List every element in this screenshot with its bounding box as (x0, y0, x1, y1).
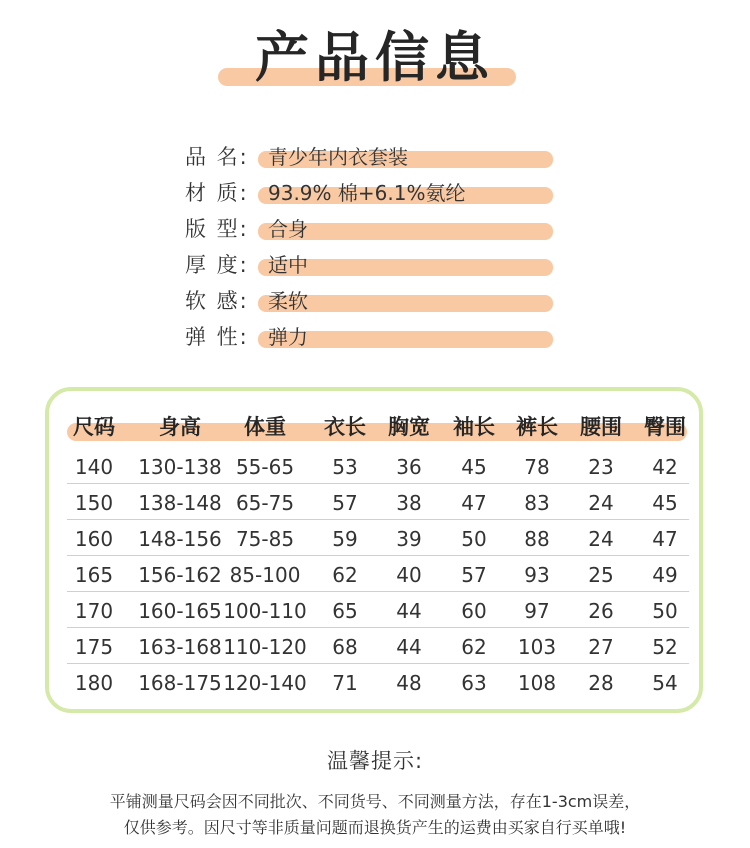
table-cell: 52 (652, 635, 678, 659)
row-divider (67, 555, 689, 556)
table-cell: 150 (74, 491, 114, 515)
info-row-elasticity (0, 322, 750, 352)
table-cell: 50 (461, 527, 487, 551)
info-label: 弹 性: (185, 325, 249, 349)
table-cell: 175 (74, 635, 114, 659)
table-row (49, 629, 707, 665)
table-cell: 48 (396, 671, 422, 695)
info-value: 柔软 (268, 289, 308, 313)
tips-line: 平铺测量尺码会因不同批次、不同货号、不同测量方法，存在1-3cm误差， (109, 792, 641, 811)
table-cell: 53 (332, 455, 358, 479)
tips-line: 仅供参考。因尺寸等非质量问题而退换货产生的运费由买家自行买单哦! (123, 818, 627, 837)
info-label: 材 质: (185, 181, 249, 205)
table-cell: 28 (588, 671, 614, 695)
table-cell: 40 (396, 563, 422, 587)
table-header-cell: 裤长 (516, 415, 558, 439)
table-cell: 45 (652, 491, 678, 515)
table-cell: 63 (461, 671, 487, 695)
table-row (49, 485, 707, 521)
row-divider (67, 483, 689, 484)
row-divider (67, 591, 689, 592)
table-cell: 65-75 (235, 491, 295, 515)
table-header-row (49, 409, 707, 445)
info-row-name (0, 142, 750, 172)
table-cell: 44 (396, 599, 422, 623)
table-header-cell: 胸宽 (388, 415, 430, 439)
table-cell: 120-140 (223, 671, 307, 695)
table-cell: 26 (588, 599, 614, 623)
info-row-fit (0, 214, 750, 244)
table-cell: 71 (332, 671, 358, 695)
table-cell: 24 (588, 527, 614, 551)
table-cell: 60 (461, 599, 487, 623)
table-cell: 110-120 (223, 635, 307, 659)
page-title: 产品信息 (255, 26, 495, 89)
title-section (0, 22, 750, 102)
table-row (49, 593, 707, 629)
info-row-thickness (0, 250, 750, 280)
table-row (49, 521, 707, 557)
table-cell: 108 (517, 671, 557, 695)
table-header-cell: 袖长 (453, 415, 495, 439)
info-row-material (0, 178, 750, 208)
table-cell: 47 (652, 527, 678, 551)
table-cell: 62 (332, 563, 358, 587)
table-cell: 44 (396, 635, 422, 659)
table-header-cell: 腰围 (580, 415, 622, 439)
table-header-cell: 尺码 (73, 415, 115, 439)
table-cell: 42 (652, 455, 678, 479)
table-row (49, 557, 707, 593)
size-table (45, 387, 703, 713)
table-cell: 75-85 (235, 527, 295, 551)
row-divider (67, 627, 689, 628)
info-value: 93.9% 棉+6.1%氨纶 (268, 181, 466, 205)
info-label: 厚 度: (185, 253, 249, 277)
info-label: 品 名: (185, 145, 249, 169)
info-value: 弹力 (268, 325, 308, 349)
table-cell: 165 (74, 563, 114, 587)
info-label: 版 型: (185, 217, 249, 241)
table-cell: 38 (396, 491, 422, 515)
table-header-cell: 衣长 (324, 415, 366, 439)
table-cell: 138-148 (138, 491, 222, 515)
table-cell: 160 (74, 527, 114, 551)
table-cell: 57 (461, 563, 487, 587)
table-cell: 100-110 (223, 599, 307, 623)
table-cell: 163-168 (138, 635, 222, 659)
table-cell: 168-175 (138, 671, 222, 695)
table-cell: 27 (588, 635, 614, 659)
table-cell: 156-162 (138, 563, 222, 587)
table-cell: 68 (332, 635, 358, 659)
table-cell: 39 (396, 527, 422, 551)
info-value: 适中 (268, 253, 308, 277)
table-cell: 62 (461, 635, 487, 659)
table-cell: 57 (332, 491, 358, 515)
table-row (49, 449, 707, 485)
table-header-cell: 身高 (159, 415, 201, 439)
table-header-cell: 臀围 (644, 415, 686, 439)
row-divider (67, 519, 689, 520)
table-header-cell: 体重 (244, 415, 286, 439)
table-cell: 103 (517, 635, 557, 659)
table-cell: 50 (652, 599, 678, 623)
info-value: 青少年内衣套装 (268, 145, 408, 169)
table-cell: 47 (461, 491, 487, 515)
table-cell: 45 (461, 455, 487, 479)
table-cell: 148-156 (138, 527, 222, 551)
table-cell: 130-138 (138, 455, 222, 479)
tips-title: 温馨提示: (326, 749, 424, 773)
table-cell: 78 (524, 455, 550, 479)
info-value: 合身 (268, 217, 308, 241)
info-row-softness (0, 286, 750, 316)
table-cell: 160-165 (138, 599, 222, 623)
info-label: 软 感: (185, 289, 249, 313)
table-cell: 24 (588, 491, 614, 515)
table-cell: 180 (74, 671, 114, 695)
table-cell: 170 (74, 599, 114, 623)
table-cell: 65 (332, 599, 358, 623)
table-cell: 55-65 (235, 455, 295, 479)
table-cell: 23 (588, 455, 614, 479)
table-cell: 85-100 (229, 563, 301, 587)
table-cell: 25 (588, 563, 614, 587)
table-cell: 97 (524, 599, 550, 623)
table-cell: 36 (396, 455, 422, 479)
table-cell: 83 (524, 491, 550, 515)
table-cell: 140 (74, 455, 114, 479)
table-cell: 88 (524, 527, 550, 551)
table-cell: 93 (524, 563, 550, 587)
table-cell: 49 (652, 563, 678, 587)
table-cell: 59 (332, 527, 358, 551)
table-cell: 54 (652, 671, 678, 695)
row-divider (67, 663, 689, 664)
table-row (49, 665, 707, 701)
